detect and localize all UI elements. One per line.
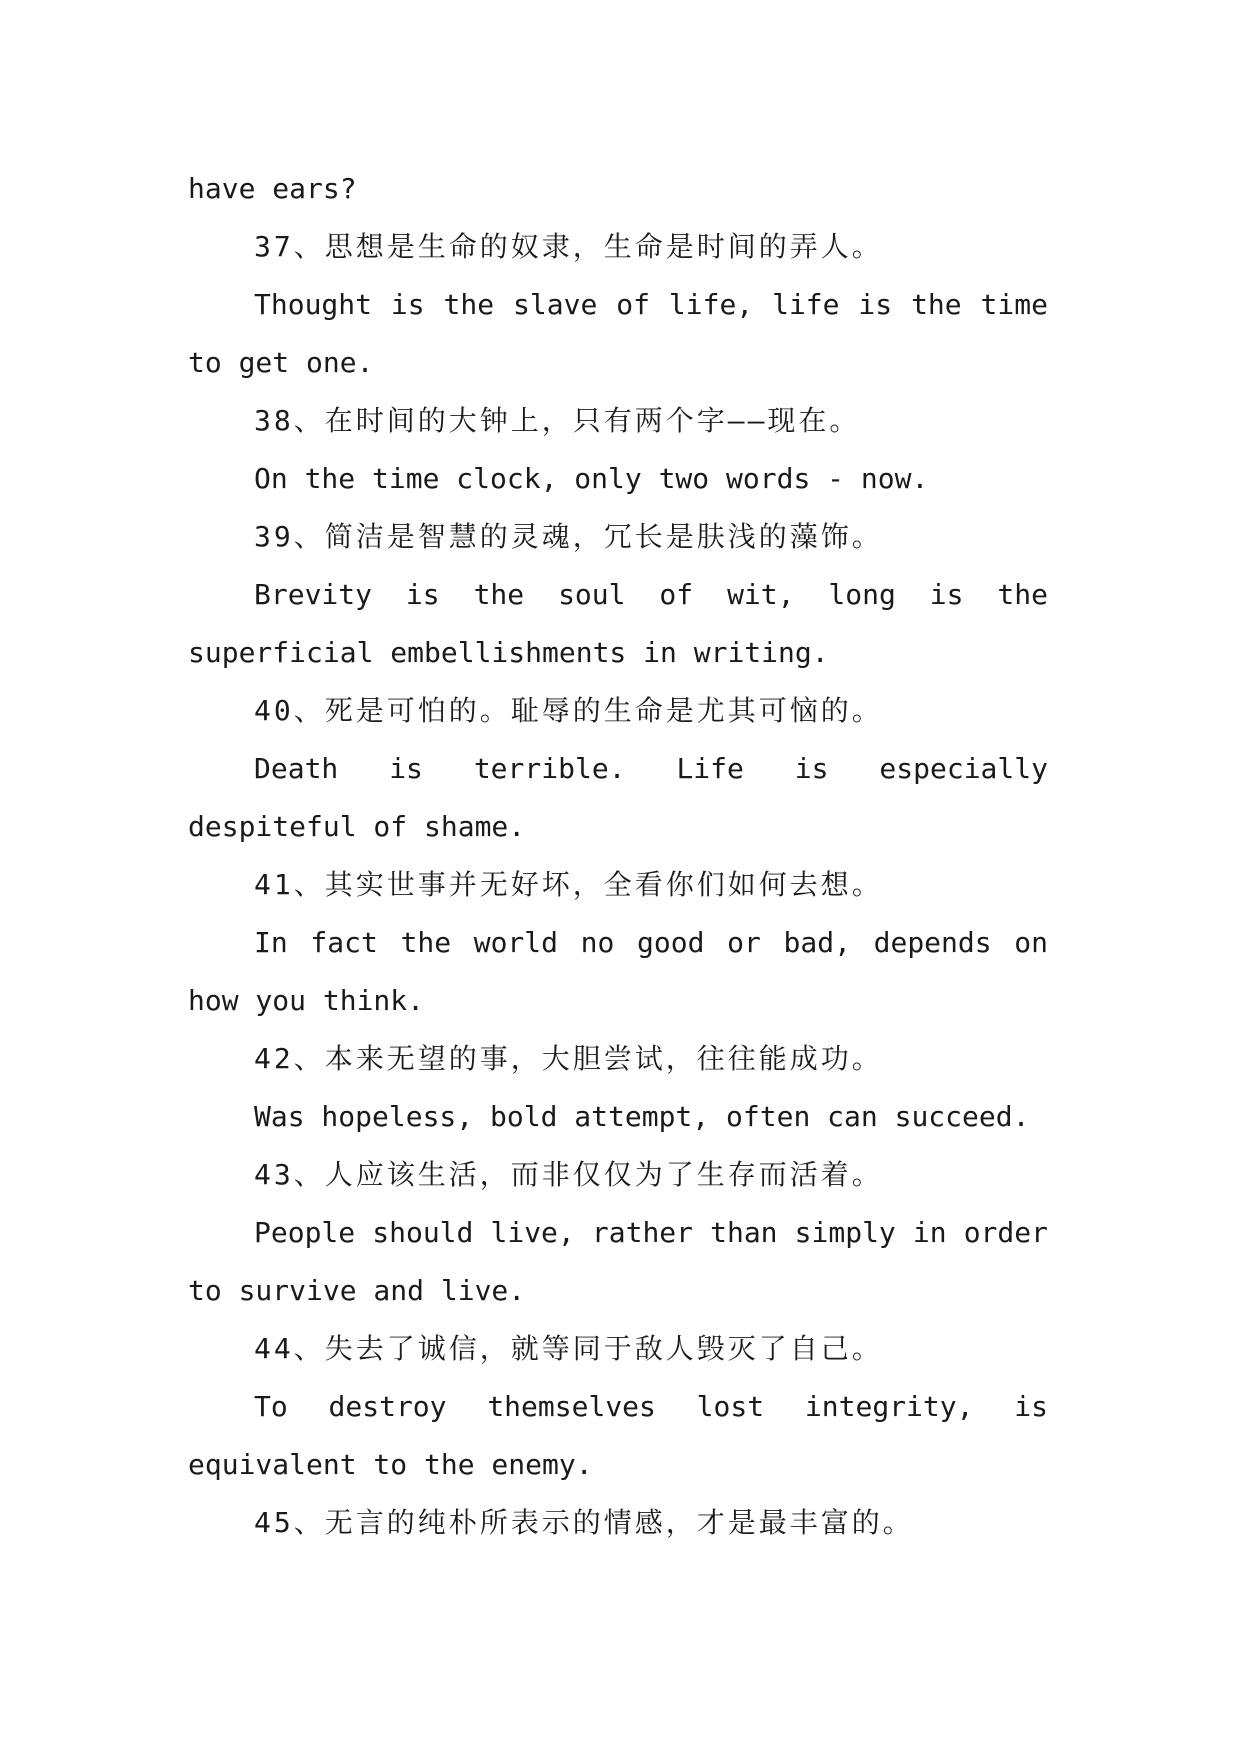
paragraph: 37、思想是生命的奴隶，生命是时间的弄人。 <box>254 230 883 263</box>
paragraph: In fact the world no good or bad, depends on how you think. <box>188 926 1048 1017</box>
paragraph: Thought is the slave of life, life is the time to get one. <box>188 288 1048 379</box>
paragraph: 43、人应该生活，而非仅仅为了生存而活着。 <box>254 1158 883 1191</box>
paragraph: 44、失去了诚信，就等同于敌人毁灭了自己。 <box>254 1332 883 1365</box>
paragraph: 42、本来无望的事，大胆尝试，往往能成功。 <box>254 1042 883 1075</box>
paragraph: 38、在时间的大钟上，只有两个字——现在。 <box>254 404 861 437</box>
paragraph: 40、死是可怕的。耻辱的生命是尤其可恼的。 <box>254 694 883 727</box>
paragraph: 41、其实世事并无好坏，全看你们如何去想。 <box>254 868 883 901</box>
paragraph: People should live, rather than simply in order to survive and live. <box>188 1216 1048 1307</box>
paragraph: On the time clock, only two words - now. <box>254 462 929 495</box>
document-body <box>188 160 1048 1552</box>
paragraph: 45、无言的纯朴所表示的情感，才是最丰富的。 <box>254 1506 914 1539</box>
paragraph: 39、简洁是智慧的灵魂，冗长是肤浅的藻饰。 <box>254 520 883 553</box>
paragraph: Was hopeless, bold attempt, often can succeed. <box>254 1100 1030 1133</box>
paragraph: Brevity is the soul of wit, long is the superficial embellishments in writing. <box>188 578 1048 669</box>
paragraph: To destroy themselves lost integrity, is equivalent to the enemy. <box>188 1390 1048 1481</box>
paragraph: have ears? <box>188 172 357 205</box>
paragraph: Death is terrible. Life is especially despiteful of shame. <box>188 752 1048 843</box>
